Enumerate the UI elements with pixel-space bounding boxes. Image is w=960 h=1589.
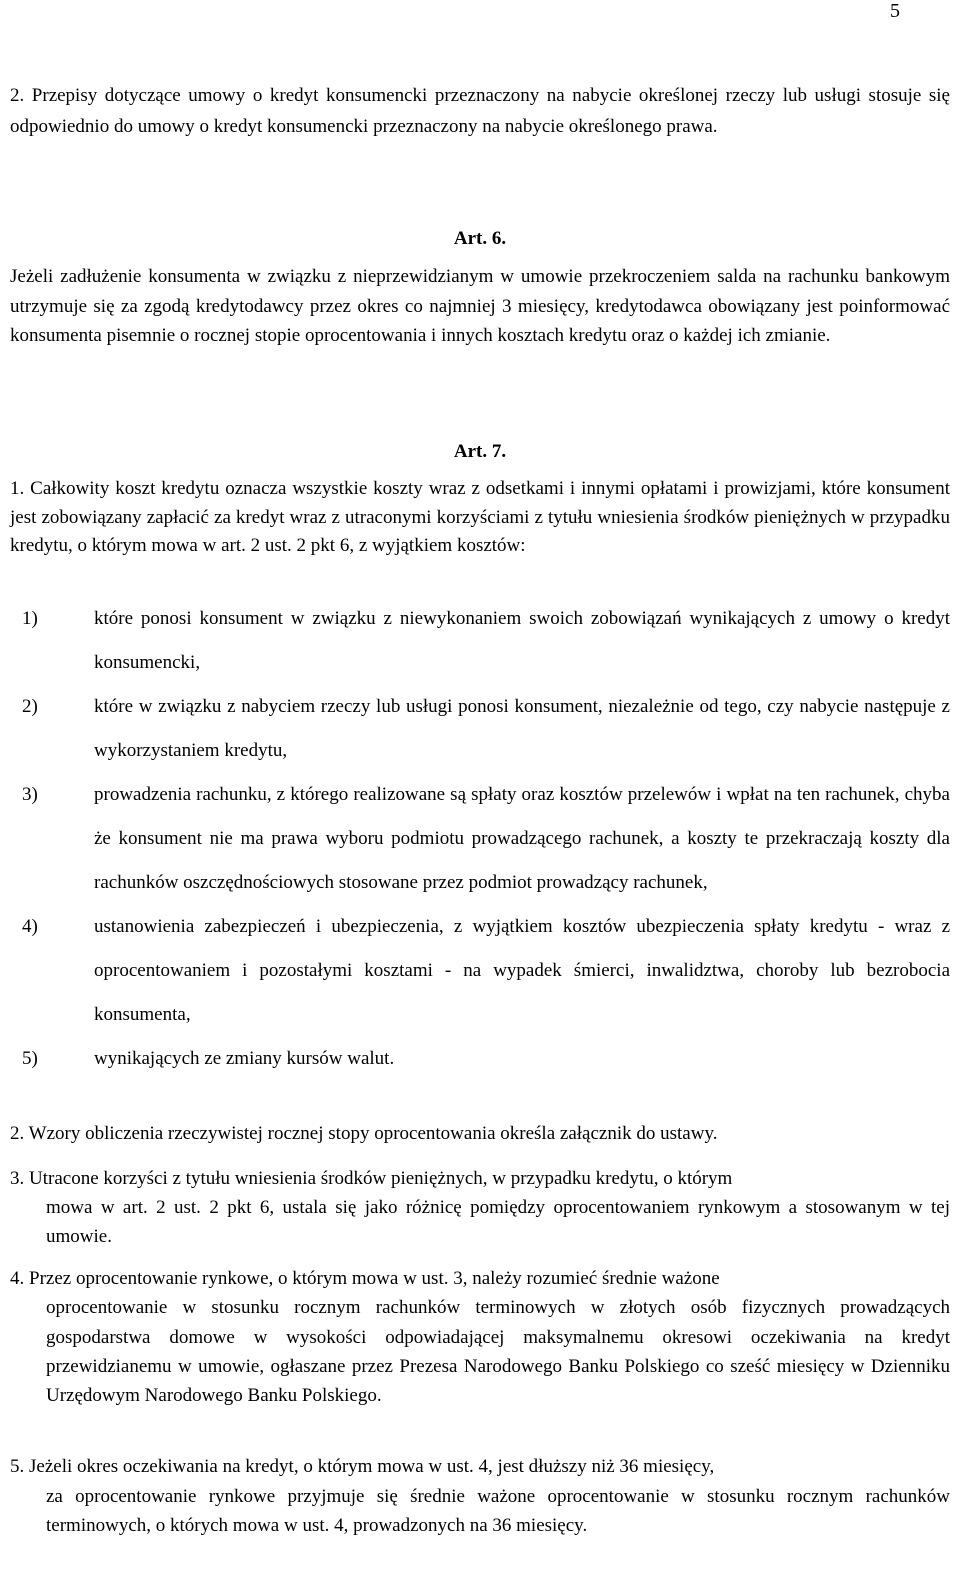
paragraph-continuation: za oprocentowanie rynkowe przyjmuje się średnie ważone oprocentowanie w stosunku rocznym rachunków terminowych, o których mowa w ust. 4, prowadzonych na 36 miesięcy. [46,1485,950,1536]
list-item-number: 2) [22,696,38,717]
article-6-heading: Art. 6. [453,228,507,249]
list-item [22,597,950,685]
list-item-number: 5) [22,1048,38,1069]
list-item-number: 4) [22,916,38,937]
paragraph-continuation: oprocentowanie w stosunku rocznym rachunków terminowych w złotych osób fizycznych prowadzących gospodarstwa domowe w wysokości odpowiadającej maksymalnemu okresowi oczekiwania na kredyt przewidzianemu w umowie, ogłaszane przez Prezesa Narodowego Banku Polskiego co sześć miesięcy w Dzienniku Urzędowym Narodowego Banku Polskiego. [46,1297,950,1407]
list-item-text: ustanowienia zabezpieczeń i ubezpieczenia, z wyjątkiem kosztów ubezpieczenia spłaty kredytu - wraz z oprocentowaniem i pozostałymi kosztami - na wypadek śmierci, inwalidztwa, choroby lub bezrobocia konsumenta, [94,916,950,1025]
list-item-text: które ponosi konsument w związku z niewykonaniem swoich zobowiązań wynikających z umowy o kredyt konsumencki, [94,608,950,673]
list-item-text: wynikających ze zmiany kursów walut. [94,1048,395,1069]
list-item [22,1037,950,1081]
list-item-number: 3) [22,784,38,805]
paragraph-2: 2. Przepisy dotyczące umowy o kredyt konsumencki przeznaczony na nabycie określonej rzeczy lub usługi stosuje się odpowiednio do umowy o kredyt konsumencki przeznaczony na nabycie określonego prawa. [10,85,950,137]
list-item [22,685,950,773]
paragraph-lead: 3. Utracone korzyści z tytułu wniesienia środków pieniężnych, w przypadku kredytu, o którym [10,1168,733,1189]
article-7-paragraph-4 [10,1264,950,1410]
article-7-paragraph-5 [10,1452,950,1541]
list-item-text: prowadzenia rachunku, z którego realizowane są spłaty oraz kosztów przelewów i wpłat na ten rachunek, chyba że konsument nie ma prawa wyboru podmiotu prowadzącego rachunek, a koszty te przekraczają koszty dla rachunków oszczędnościowych stosowane przez podmiot prowadzący rachunek, [94,784,950,893]
paragraph-lead: 4. Przez oprocentowanie rynkowe, o którym mowa w ust. 3, należy rozumieć średnie ważone [10,1268,720,1289]
exclusions-list [22,597,950,1081]
article-6-text: Jeżeli zadłużenie konsumenta w związku z nieprzewidzianym w umowie przekroczeniem salda na rachunku bankowym utrzymuje się za zgodą kredytodawcy przez okres co najmniej 3 miesięcy, kredytodawca obowiązany jest poinformować konsumenta pisemnie o rocznej stopie oprocentowania i innych kosztach kredytu oraz o każdej ich zmianie. [10,266,950,346]
list-item [22,773,950,905]
list-item [22,905,950,1037]
paragraph-lead: 5. Jeżeli okres oczekiwania na kredyt, o którym mowa w ust. 4, jest dłuższy niż 36 miesięcy, [10,1456,715,1477]
article-7-heading: Art. 7. [453,441,507,462]
list-item-number: 1) [22,608,38,629]
list-item-text: które w związku z nabyciem rzeczy lub usługi ponosi konsument, niezależnie od tego, czy nabycie następuje z wykorzystaniem kredytu, [94,696,950,761]
article-7-paragraph-1: 1. Całkowity koszt kredytu oznacza wszystkie koszty wraz z odsetkami i innymi opłatami i prowizjami, które konsument jest zobowiązany zapłacić za kredyt wraz z utraconymi korzyściami z tytułu wniesienia środków pieniężnych w przypadku kredytu, o którym mowa w art. 2 ust. 2 pkt 6, z wyjątkiem kosztów: [10,478,950,556]
article-7-paragraph-2: 2. Wzory obliczenia rzeczywistej rocznej stopy oprocentowania określa załącznik do ustawy. [10,1123,718,1144]
article-7-paragraph-3 [10,1164,950,1251]
paragraph-continuation: mowa w art. 2 ust. 2 pkt 6, ustala się jako różnicę pomiędzy oprocentowaniem rynkowym a stosowanym w tej umowie. [46,1197,950,1247]
page-number: 5 [890,0,900,22]
